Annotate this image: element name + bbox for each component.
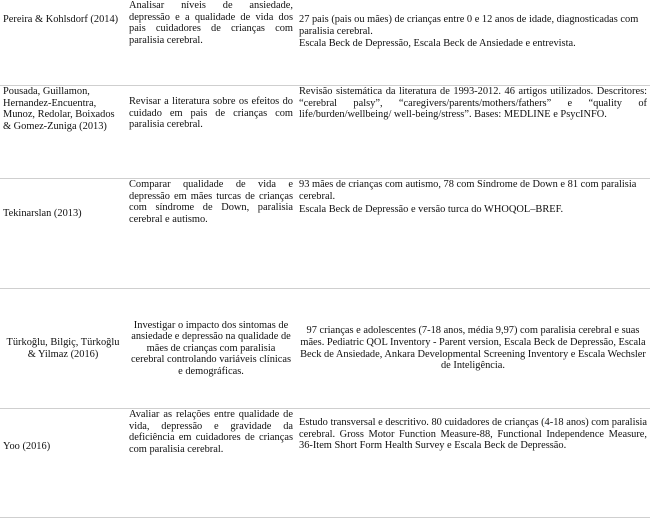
method-text: Revisão sistemática da literatura de 1993-2012. 46 artigos utilizados. Descritores: “cerebral palsy”, “caregivers/parents/mothers/fathers” e “quality of life/burden/wellbeing/ well-being/stress”. Bases: MEDLINE e PsycINFO.	[299, 86, 647, 121]
method-text: Escala Beck de Depressão, Escala Beck de Ansiedade e entrevista.	[299, 38, 576, 50]
objective-cell	[126, 409, 296, 518]
author-cell	[0, 86, 126, 179]
method-cell	[296, 289, 650, 409]
author-cell	[0, 409, 126, 518]
table-row	[0, 179, 650, 289]
table-row	[0, 409, 650, 518]
method-cell	[296, 409, 650, 518]
author-cell	[0, 289, 126, 409]
author-text: Pereira & Kohlsdorf (2014)	[3, 14, 119, 25]
method-cell	[296, 179, 650, 289]
method-cell	[296, 86, 650, 179]
author-text: Pousada, Guillamon, Hernandez-Encuentra, Munoz, Redolar, Boixados & Gomez-Zuniga (2013)	[3, 86, 115, 132]
method-text: 97 crianças e adolescentes (7-18 anos, média 9,97) com paralisia cerebral e suas mães. Pediatric QOL Inventory - Parent version, Escala Beck de Depressão, Escala Beck de Ansiedade, Ankara Developmental Screening Inventory e Escala Wechsler de Inteligência.	[300, 325, 646, 372]
author-text: Türkoğlu, Bilgiç, Türkoğlu & Yilmaz (2016)	[6, 336, 120, 360]
method-cell	[296, 0, 650, 86]
method-text: 93 mães de crianças com autismo, 78 com Síndrome de Down e 81 com paralisia cerebral.	[299, 179, 637, 202]
objective-cell	[126, 179, 296, 289]
objective-text: Analisar níveis de ansiedade, depressão e a qualidade de vida dos pais cuidadores de crianças com paralisia cerebral.	[129, 0, 293, 46]
objective-text: Investigar o impacto dos sintomas de ansiedade e depressão na qualidade de mães de crianças com paralisia cerebral controlando variáveis clínicas e demográficas.	[130, 319, 292, 377]
method-text: 27 pais (pais ou mães) de crianças entre 0 e 12 anos de idade, diagnosticadas com paralisia cerebral.	[299, 14, 639, 37]
objective-text: Revisar a literatura sobre os efeitos do cuidado em pais de crianças com paralisia cerebral.	[129, 96, 293, 131]
author-text: Tekinarslan (2013)	[3, 208, 82, 219]
objective-text: Comparar qualidade de vida e depressão em mães turcas de crianças com síndrome de Down, paralisia cerebral e autismo.	[129, 179, 293, 225]
author-cell	[0, 0, 126, 86]
table-row	[0, 289, 650, 409]
author-text: Yoo (2016)	[3, 441, 51, 452]
objective-cell	[126, 0, 296, 86]
objective-text: Avaliar as relações entre qualidade de vida, depressão e gravidade da deficiência em cuidadores de crianças com paralisia cerebral.	[129, 409, 293, 455]
author-cell	[0, 179, 126, 289]
method-text: Estudo transversal e descritivo. 80 cuidadores de crianças (4-18 anos) com paralisia cerebral. Gross Motor Function Measure-88, Functional Independence Measure, 36-Item Short Form Health Survey e Escala Beck de Depressão.	[299, 417, 647, 452]
table-row	[0, 86, 650, 179]
objective-cell	[126, 289, 296, 409]
method-text: Escala Beck de Depressão e versão turca do WHOQOL–BREF.	[299, 204, 564, 216]
table-row	[0, 0, 650, 86]
objective-cell	[126, 86, 296, 179]
